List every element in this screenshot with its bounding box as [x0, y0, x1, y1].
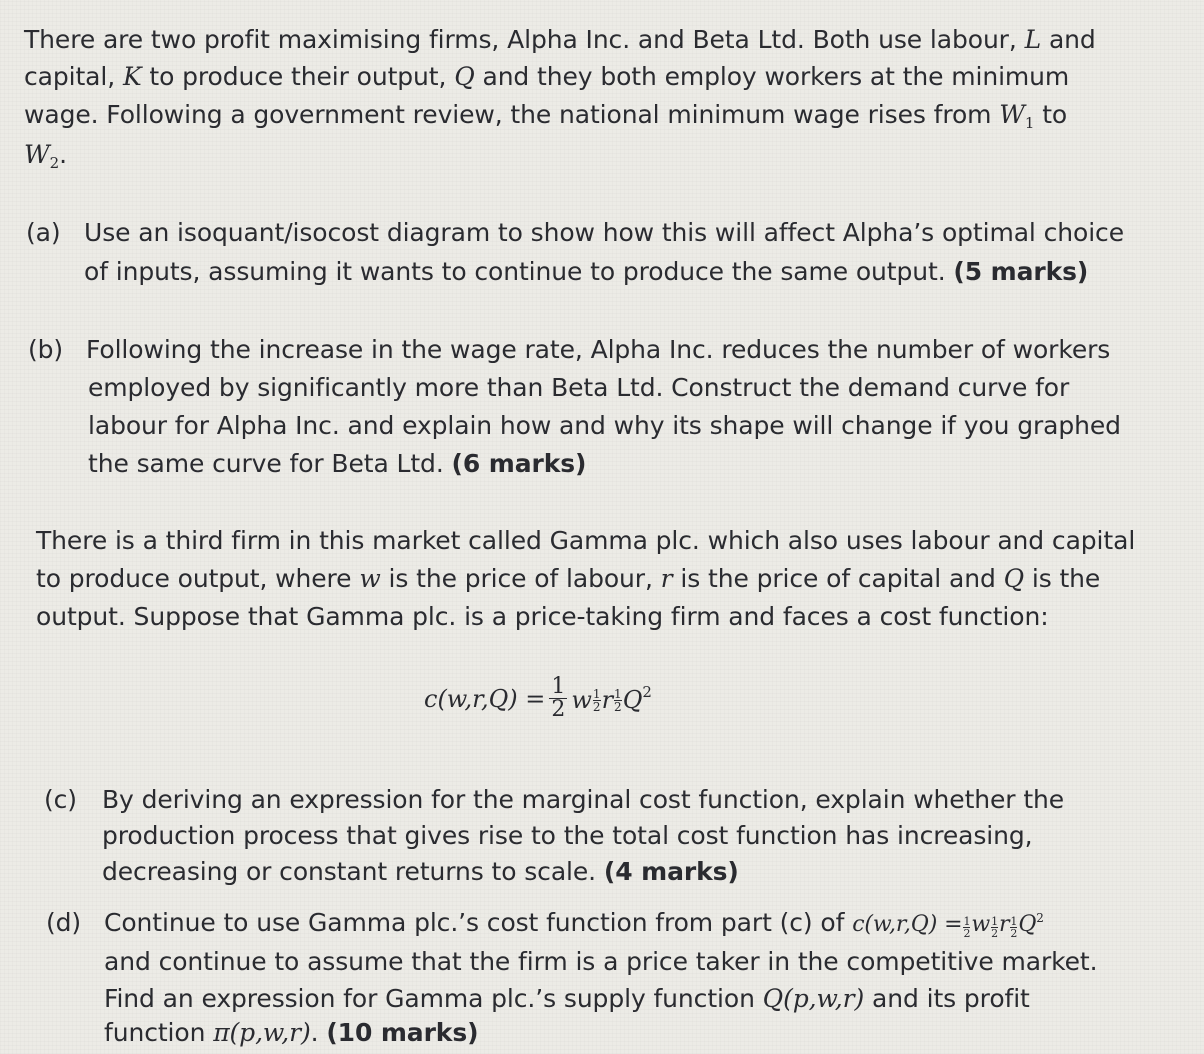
part-d-line-2: and continue to assume that the firm is a price taker in the competitive market. — [104, 947, 1098, 976]
w1-symbol: $W_1$ — [999, 100, 1035, 132]
var-L: L — [1024, 25, 1042, 54]
w2-symbol: $W_2$ — [24, 140, 60, 172]
part-a-line-1: (a) Use an isoquant/isocost diagram to show how this will affect Alpha’s optimal choice — [26, 218, 1124, 247]
equation-lhs: c(w,r,Q) = — [424, 684, 546, 713]
gamma-line-3: output. Suppose that Gamma plc. is a price-taking firm and faces a cost function: — [36, 602, 1049, 631]
intro-text-2c: and they both employ workers at the minimum — [482, 62, 1070, 91]
intro-text-2b: to produce their output, — [149, 62, 447, 91]
part-b-line-2: employed by significantly more than Beta Ltd. Construct the demand curve for — [88, 373, 1070, 402]
intro-line-1 — [24, 25, 1096, 55]
intro-and: and — [1048, 25, 1096, 54]
gamma-line-2: to produce output, where w is the price of labour, r is the price of capital and Q is the — [36, 564, 1101, 593]
part-c-line-1: (c) By deriving an expression for the marginal cost function, explain whether the — [44, 785, 1065, 814]
part-c-line-3: decreasing or constant returns to scale. (4 marks) — [102, 857, 739, 886]
supply-function: Q(p,w,r) — [762, 984, 865, 1013]
part-c-marks: (4 marks) — [603, 857, 739, 886]
part-a-line-2: of inputs, assuming it wants to continue to produce the same output. (5 marks) — [84, 257, 1089, 286]
part-a-label: (a) — [26, 218, 61, 247]
part-b-line-3: labour for Alpha Inc. and explain how and why its shape will change if you graphed — [88, 411, 1121, 440]
intro-to: to — [1042, 100, 1068, 129]
part-c-label: (c) — [44, 785, 77, 814]
var-r: r — [660, 564, 673, 593]
var-w: w — [359, 564, 381, 593]
intro-line-3 — [24, 100, 1067, 138]
equation-rhs: w $\frac{1}{2}$ r $\frac{1}{2}$ $Q^2$ — [571, 683, 652, 714]
var-Q: Q — [454, 62, 475, 91]
equation-coefficient: $\frac{1}{2}$ — [551, 674, 566, 722]
part-b-line-1: (b) Following the increase in the wage rate, Alpha Inc. reduces the number of workers — [28, 335, 1111, 364]
intro-text-2a: capital, — [24, 62, 116, 91]
cost-function-equation — [424, 676, 652, 721]
intro-line-2 — [24, 62, 1069, 92]
part-c-line-2: production process that gives rise to the total cost function has increasing, — [102, 821, 1033, 850]
intro-line-4: $W_2$. — [24, 140, 67, 172]
intro-text-1: There are two profit maximising firms, Alpha Inc. and Beta Ltd. Both use labour, — [24, 25, 1017, 54]
profit-function: π(p,w,r) — [213, 1018, 311, 1047]
var-K: K — [122, 62, 142, 91]
part-d-line-4: function π(p,w,r). (10 marks) — [104, 1018, 479, 1047]
part-a-marks: (5 marks) — [953, 257, 1089, 286]
part-b-line-4: the same curve for Beta Ltd. (6 marks) — [88, 449, 587, 478]
var-Q-gamma: Q — [1003, 564, 1024, 593]
part-b-marks: (6 marks) — [451, 449, 587, 478]
part-b-label: (b) — [28, 335, 64, 364]
gamma-line-1: There is a third firm in this market called Gamma plc. which also uses labour and capital — [36, 526, 1136, 555]
part-d-inline-equation: c(w,r,Q) = $\frac{1}{2}$ w $\frac{1}{2}$ r $\frac{1}{2}$ $Q^2$ — [852, 911, 1044, 940]
part-d-line-1: (d) Continue to use Gamma plc.’s cost function from part (c) of c(w,r,Q) = $\frac{1}{2}$ w $\frac{1}{2}$ r $\frac{1}{2}$ $Q^2$ — [46, 908, 1044, 940]
part-d-label: (d) — [46, 908, 82, 937]
part-d-marks: (10 marks) — [326, 1018, 479, 1047]
part-d-line-3: Find an expression for Gamma plc.’s supply function Q(p,w,r) and its profit — [104, 984, 1030, 1013]
intro-text-3: wage. Following a government review, the national minimum wage rises from — [24, 100, 992, 129]
